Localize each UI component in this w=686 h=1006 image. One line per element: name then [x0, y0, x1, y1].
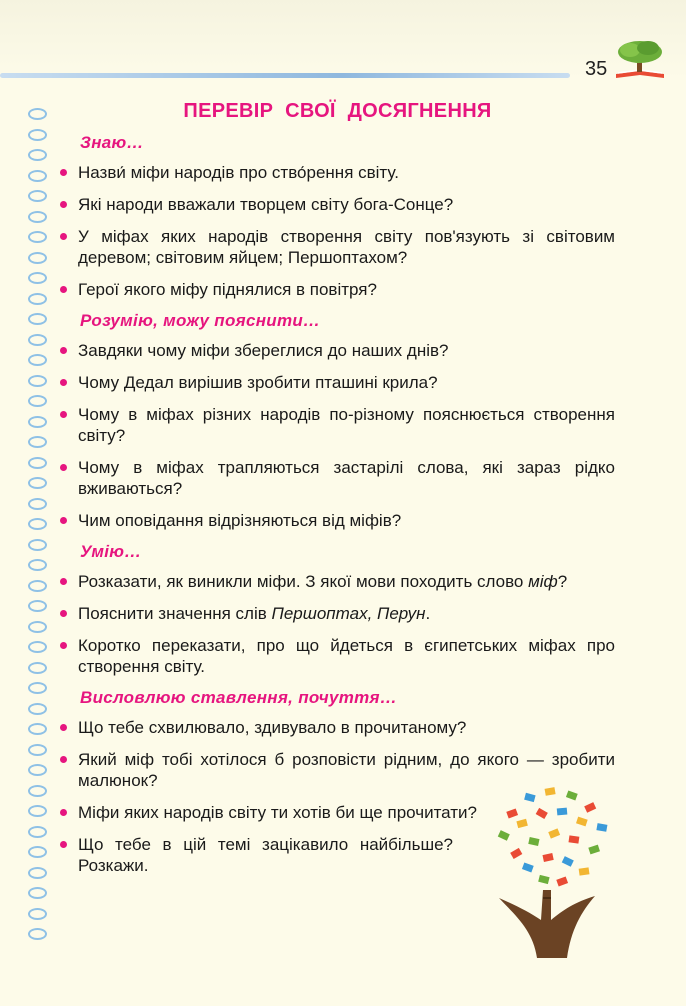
- spiral-ring: [28, 170, 47, 182]
- section-heading-feelings: Висловлюю ставлення, почуття…: [80, 688, 398, 707]
- list-know: [60, 162, 615, 300]
- spiral-ring: [28, 539, 47, 551]
- book-tree-hands-icon: [485, 780, 625, 960]
- list-item: Який міф тобі хотілося б розповісти рідним, до якого — зробити малюнок?: [60, 749, 615, 791]
- spiral-ring: [28, 744, 47, 756]
- list-item: Які народи вважали творцем світу бога-Сонце?: [60, 194, 615, 215]
- section-heading-can: Умію…: [80, 542, 142, 561]
- spiral-ring: [28, 375, 47, 387]
- spiral-ring: [28, 334, 47, 346]
- list-item: Герої якого міфу піднялися в повітря?: [60, 279, 615, 300]
- spiral-ring: [28, 621, 47, 633]
- spiral-ring: [28, 867, 47, 879]
- spiral-ring: [28, 908, 47, 920]
- main-content: [60, 100, 615, 887]
- tree-book-icon: [612, 38, 668, 80]
- list-item: У міфах яких народів створення світу пов'язують зі світовим деревом; світовим яйцем; Першоптахом?: [60, 226, 615, 268]
- list-item: [60, 571, 615, 592]
- spiral-ring: [28, 129, 47, 141]
- spiral-ring: [28, 272, 47, 284]
- list-item: Чому в міфах трапляються застарілі слова, які зараз рідко вживаються?: [60, 457, 615, 499]
- spiral-ring: [28, 211, 47, 223]
- header-rule: [0, 73, 570, 78]
- notebook-spiral: [28, 108, 47, 949]
- spiral-ring: [28, 662, 47, 674]
- spiral-ring: [28, 436, 47, 448]
- spiral-ring: [28, 764, 47, 776]
- spiral-ring: [28, 354, 47, 366]
- spiral-ring: [28, 785, 47, 797]
- spiral-ring: [28, 108, 47, 120]
- spiral-ring: [28, 826, 47, 838]
- list-understand: [60, 340, 615, 531]
- spiral-ring: [28, 641, 47, 653]
- spiral-ring: [28, 231, 47, 243]
- spiral-ring: [28, 293, 47, 305]
- spiral-ring: [28, 518, 47, 530]
- page-header-band: [0, 0, 686, 78]
- list-item: Чому Дедал вирішив зробити пташині крила?: [60, 372, 615, 393]
- spiral-ring: [28, 682, 47, 694]
- section-heading-know: Знаю…: [80, 133, 144, 152]
- spiral-ring: [28, 580, 47, 592]
- spiral-ring: [28, 395, 47, 407]
- list-item: Міфи яких народів світу ти хотів би ще прочитати?: [60, 802, 615, 823]
- spiral-ring: [28, 477, 47, 489]
- spiral-ring: [28, 457, 47, 469]
- list-item: Що тебе в цій темі зацікавило найбільше? Розкажи.: [60, 834, 453, 876]
- item-text-end: ?: [557, 572, 568, 591]
- spiral-ring: [28, 846, 47, 858]
- page-title: ПЕРЕВІР СВОЇ ДОСЯГНЕННЯ: [183, 100, 492, 122]
- spiral-ring: [28, 416, 47, 428]
- spiral-ring: [28, 703, 47, 715]
- list-item: Назви́ міфи народів про ство́рення світу.: [60, 162, 615, 183]
- list-item: Чому в міфах різних народів по-різному пояснюється створення світу?: [60, 404, 615, 446]
- spiral-ring: [28, 723, 47, 735]
- spiral-ring: [28, 928, 47, 940]
- item-text: Коротко переказати, про що йдеться в єгипетських міфах про створення світу.: [78, 636, 615, 676]
- spiral-ring: [28, 252, 47, 264]
- list-item: [60, 603, 615, 624]
- page-number: 35: [585, 58, 608, 80]
- spiral-ring: [28, 313, 47, 325]
- spiral-ring: [28, 498, 47, 510]
- spiral-ring: [28, 190, 47, 202]
- list-item: Чим оповідання відрізняються від міфів?: [60, 510, 615, 531]
- spiral-ring: [28, 805, 47, 817]
- list-item: Завдяки чому міфи збереглися до наших днів?: [60, 340, 615, 361]
- section-heading-understand: Розумію, можу пояснити…: [80, 311, 321, 330]
- spiral-ring: [28, 559, 47, 571]
- item-text-end: .: [425, 604, 431, 623]
- list-item: [60, 635, 615, 677]
- list-can: [60, 571, 615, 677]
- italic-term: міф: [528, 572, 558, 591]
- spiral-ring: [28, 149, 47, 161]
- item-text: Розказати, як виникли міфи. З якої мови походить слово: [78, 572, 529, 591]
- spiral-ring: [28, 600, 47, 612]
- item-text: Пояснити значення слів: [78, 604, 272, 623]
- spiral-ring: [28, 887, 47, 899]
- italic-term: Першоптах, Перун: [271, 604, 426, 623]
- list-item: Що тебе схвилювало, здивувало в прочитаному?: [60, 717, 615, 738]
